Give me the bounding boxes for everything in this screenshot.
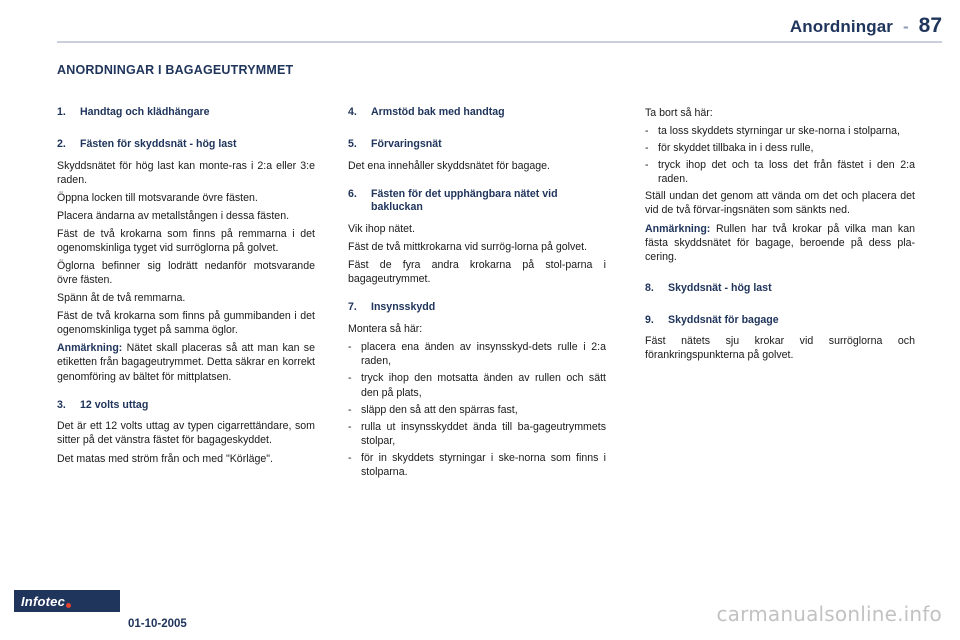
list-item-text: för skyddet tillbaka in i dess rulle, — [658, 142, 814, 155]
section-7-title: Insynsskydd — [371, 301, 436, 314]
section-1-heading — [57, 106, 315, 120]
list-item — [348, 371, 606, 399]
page-header — [790, 14, 942, 38]
list-item-text: för in skyddets styrningar i ske-norna som finns i stolparna. — [361, 451, 606, 478]
section-2-para-4: Fäst de två krokarna som finns på remmarna i det ogenomskinliga tyget vid surröglorna på golvet. — [57, 227, 315, 254]
list-item — [348, 420, 606, 448]
section-7-para-1: Montera så här: — [348, 323, 423, 336]
section-1-title: Handtag och klädhängare — [80, 106, 210, 118]
dash-bullet-icon: - — [645, 125, 649, 138]
section-6-number: 6. — [348, 187, 357, 200]
section-2-title: Fästen för skyddsnät - hög last — [80, 137, 237, 150]
section-7-number: 7. — [348, 301, 357, 314]
logo-dot-icon — [66, 603, 71, 608]
section-2-para-3: Placera ändarna av metallstången i dessa fästen. — [57, 209, 290, 222]
dash-bullet-icon: - — [348, 372, 352, 385]
column-middle — [348, 106, 606, 482]
page-title: ANORDNINGAR I BAGAGEUTRYMMET — [57, 63, 294, 77]
section-3-para-2: Det matas med ström från och med "Körläge". — [57, 452, 273, 465]
section-9-number: 9. — [645, 313, 654, 326]
right-note — [645, 222, 915, 264]
list-item — [348, 403, 606, 417]
column-left — [57, 106, 315, 466]
column-right — [645, 106, 915, 362]
list-item — [645, 158, 915, 186]
section-8-title: Skyddsnät - hög last — [668, 281, 772, 294]
dash-bullet-icon: - — [348, 451, 352, 464]
header-separator: - — [902, 17, 909, 36]
right-note-label: Anmärkning: — [645, 222, 711, 235]
section-9-heading — [645, 314, 915, 328]
section-9-title: Skyddsnät för bagage — [668, 313, 779, 326]
list-item-text: rulla ut insynsskyddet ända till ba-gageutrymmets stolpar, — [361, 420, 606, 447]
section-4-number: 4. — [348, 106, 357, 118]
section-6-para-1: Vik ihop nätet. — [348, 223, 415, 236]
section-2-heading — [57, 138, 315, 152]
page-number: 87 — [918, 14, 942, 37]
logo-text: Infotec — [21, 593, 66, 609]
removal-list — [645, 124, 915, 186]
section-2-note — [57, 341, 315, 383]
list-item — [348, 340, 606, 368]
watermark: carmanualsonline.info — [716, 602, 942, 626]
section-2-para-7: Fäst de två krokarna som finns på gummibanden i det ogenomskinliga tyget på samma öglor. — [57, 310, 315, 337]
section-7-heading — [348, 301, 606, 315]
storage-para: Ställ undan det genom att vända om det och placera det vid de två förvar-ingsnäten som sänkts ned. — [645, 190, 915, 217]
section-6-para-3: Fäst de fyra andra krokarna på stol-parna i bagageutrymmet. — [348, 259, 606, 286]
right-note-text: Rullen har två krokar på vilka man kan fästa skyddsnätet för bagage, beroende på dess pla-cering. — [645, 222, 915, 263]
section-9-para-1: Fäst nätets sju krokar vid surröglorna och förankringspunkterna på golvet. — [645, 335, 915, 362]
header-title: Anordningar — [789, 17, 893, 36]
section-6-para-2: Fäst de två mittkrokarna vid surrög-lorna på golvet. — [348, 241, 588, 254]
section-7-list — [348, 340, 606, 479]
section-5-number: 5. — [348, 137, 357, 150]
section-5-heading — [348, 138, 606, 152]
dash-bullet-icon: - — [348, 341, 352, 354]
section-4-heading — [348, 106, 606, 120]
section-2-number: 2. — [57, 137, 66, 150]
list-item-text: tryck ihop det och ta loss det från fästet i den 2:a raden. — [658, 159, 915, 186]
list-item-text: släpp den så att den spärras fast, — [361, 403, 518, 416]
section-2-note-label: Anmärkning: — [57, 342, 123, 355]
infotec-logo — [14, 590, 120, 612]
section-3-number: 3. — [57, 398, 66, 411]
dash-bullet-icon: - — [645, 159, 649, 172]
section-4-title: Armstöd bak med handtag — [371, 106, 505, 118]
list-item-text: placera ena änden av insynsskyd-dets rulle i 2:a raden, — [361, 341, 606, 368]
section-1-number: 1. — [57, 106, 66, 118]
section-2-para-1: Skyddsnätet för hög last kan monte-ras i 2:a eller 3:e raden. — [57, 159, 315, 186]
dash-bullet-icon: - — [348, 420, 352, 433]
section-3-heading — [57, 399, 315, 413]
header-divider — [57, 41, 942, 43]
section-5-para-1: Det ena innehåller skyddsnätet för bagage. — [348, 159, 551, 172]
section-2-para-5: Öglorna befinner sig lodrätt nedanför motsvarande övre fästen. — [57, 260, 315, 287]
section-8-number: 8. — [645, 281, 654, 294]
section-2-note-text: Nätet skall placeras så att man kan se etiketten från bagageutrymmet. Detta säkrar en korrekt genomföring av bältet för mittplatsen. — [57, 342, 315, 383]
section-2-para-6: Spänn åt de två remmarna. — [57, 292, 186, 305]
section-8-heading — [645, 282, 915, 296]
removal-intro: Ta bort så här: — [645, 107, 713, 119]
section-2-para-2: Öppna locken till motsvarande övre fästen. — [57, 191, 258, 204]
dash-bullet-icon: - — [348, 403, 352, 416]
list-item — [348, 451, 606, 479]
section-6-heading — [348, 188, 606, 216]
list-item-text: tryck ihop den motsatta änden av rullen och sätt den på plats, — [361, 372, 606, 399]
section-3-title: 12 volts uttag — [80, 398, 149, 411]
section-6-title: Fästen för det upphängbara nätet vid bakluckan — [371, 187, 558, 214]
list-item-text: ta loss skyddets styrningar ur ske-norna i stolparna, — [658, 125, 901, 138]
footer-date: 01-10-2005 — [128, 618, 187, 630]
section-5-title: Förvaringsnät — [371, 137, 442, 150]
list-item — [645, 124, 915, 138]
list-item — [645, 141, 915, 155]
section-3-para-1: Det är ett 12 volts uttag av typen cigarrettändare, som sitter på det vänstra fästet för bagageskyddet. — [57, 420, 315, 447]
dash-bullet-icon: - — [645, 142, 649, 155]
